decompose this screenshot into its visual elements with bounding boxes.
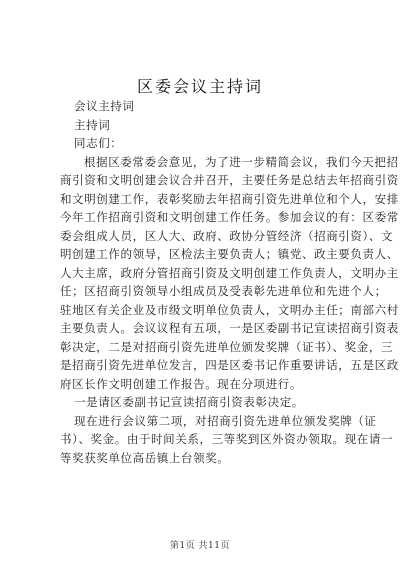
body-line-1: 会议主持词 (74, 99, 135, 113)
body-line-7: 今年工作招商引资和文明创建工作任务。参加会议的有：区委常 (60, 210, 399, 224)
body-line-14: 彰决定，二是对招商引资先进单位颁发奖牌（证书）、奖金，三 (60, 339, 394, 354)
body-line-10: 人大主席，政府分管招商引资及文明创建工作负责人，文明办主 (60, 265, 399, 280)
body-line-6: 和文明创建工作，表彰奖励去年招商引资先进单位和个人，安排 (60, 191, 399, 206)
body-line-9: 明创建工作的领导，区检法主要负责人；镇党、政主要负责人、 (60, 247, 399, 261)
body-line-2: 主持词 (74, 117, 111, 132)
body-line-5: 商引资和文明创建会议合并召开，主要任务是总结去年招商引资 (60, 173, 399, 187)
body-line-20: 等奖获奖单位高岳镇上台领奖。 (60, 450, 230, 465)
body-line-11: 任；区招商引资领导小组成员及受表彰先进单位和先进个人； (60, 284, 387, 298)
body-line-13: 主要负责人。会议议程有五项，一是区委副书记宣读招商引资表 (60, 321, 399, 335)
body-line-12: 驻地区有关企业及市级文明单位负责人，文明办主任；南部六村 (60, 302, 399, 317)
body-line-8: 委会组成人员，区人大、政府、政协分管经济（招商引资）、文 (60, 228, 394, 243)
body-line-19: 书）、奖金。由于时间关系，三等奖到区外资办领取。现在请一 (60, 432, 394, 446)
body-line-17: 一是请区委副书记宣读招商引资表彰决定。 (74, 395, 304, 409)
body-line-3: 同志们： (74, 136, 123, 150)
page-footer: 第1页 共11页 (169, 541, 231, 551)
body-line-16: 府区长作文明创建工作报告。现在分项进行。 (60, 376, 302, 391)
document-title: 区委会议主持词 (136, 77, 263, 96)
body-line-4: 根据区委常委会意见，为了进一步精简会议，我们今天把招 (84, 154, 399, 169)
document-body (60, 97, 399, 467)
body-line-15: 是招商引资先进单位发言，四是区委书记作重要讲话，五是区政 (60, 358, 399, 372)
body-line-18: 现在进行会议第二项，对招商引资先进单位颁发奖牌（证 (74, 413, 377, 428)
